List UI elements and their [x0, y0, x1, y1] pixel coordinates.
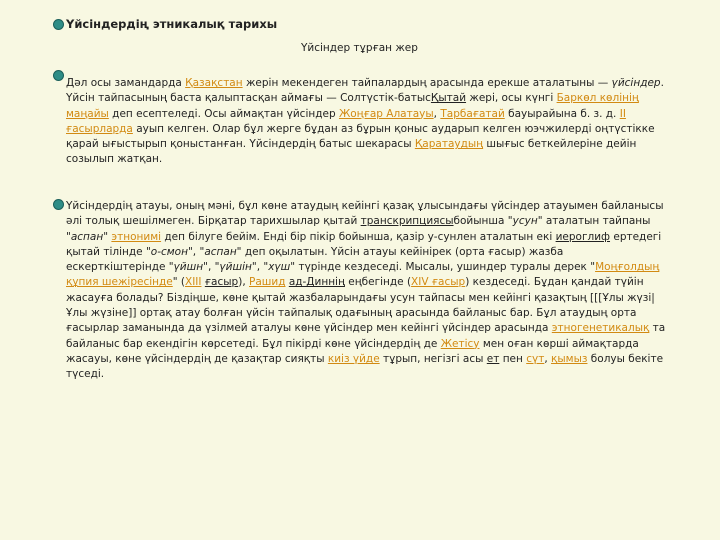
text-segment: ертедегі қытай тілінде	[66, 230, 662, 258]
text-segment: "үйшн"	[168, 261, 208, 274]
text-segment: ,	[256, 261, 264, 274]
text-link[interactable]: қымыз	[551, 352, 588, 365]
text-link[interactable]: XIII	[185, 276, 202, 289]
bullet-icon	[53, 70, 64, 81]
text-segment: пен	[499, 352, 527, 365]
text-segment: Дәл осы замандарда	[66, 77, 186, 89]
text-link[interactable]: Моңғолдың құпия шежіресінде	[66, 261, 660, 289]
slide-subtitle: Үйсіндер тұрған жер	[301, 42, 418, 54]
bullet-icon	[53, 19, 64, 30]
text-segment: деп есептеледі. Осы аймақтан үйсіндер	[108, 107, 339, 120]
text-link[interactable]: Тарбағатай	[440, 107, 505, 120]
text-segment: "үйшін"	[214, 261, 257, 274]
text-link[interactable]: сүт	[526, 352, 545, 365]
text-segment: шығыс беткейлеріне дейін созылып жатқан.	[66, 138, 637, 166]
text-segment: мен оған көрші аймақтарда жасауы, көне үйсіндердің де қазақтар сияқты	[66, 337, 639, 365]
text-segment: "хүш"	[263, 261, 296, 274]
text-link[interactable]: этнонимі	[111, 230, 162, 243]
text-segment: ғасыр	[204, 276, 239, 289]
text-segment: ) кездеседі. Бұдан қандай түйін жасауға болады? Біздіңше, көне қытай жазбаларындағы усун тайпасы мен кейінгі қазақтың [[[Ұлы жүзі|Ұлы жүзіне]] ортақ атау болған үйсін тайпалық одағының арасында байланыс бар. Бұл атаудың орта ғасырлар заманында да үзілмей аталуы көне үйсіндер мен кейінгі үйсіндер арасында	[66, 276, 655, 335]
text-link[interactable]: киіз үйде	[327, 352, 380, 365]
text-segment: үйсіндер	[611, 77, 661, 89]
text-segment: деп білуге бейім. Енді бір пікір бойынша, қазір у-сунлен аталатын екі	[161, 230, 556, 243]
text-segment: Үйсіндердің атауы, оның мәні, бұл көне атаудың кейінгі қазақ ұлысындағы үйсіндер атауымен байланысы әлі толық шешілмеген. Бірқатар тарихшылар қытай	[66, 200, 664, 228]
bullet-icon	[53, 199, 64, 210]
text-segment: ,	[544, 352, 552, 365]
text-segment: "аспан"	[66, 230, 109, 243]
text-segment: болуы бекіте түседі.	[66, 352, 664, 381]
text-segment: жерін мекендеген тайпалардың арасында ерекше аталатыны —	[242, 77, 612, 89]
text-segment: "о-смон"	[145, 245, 193, 258]
text-segment: ,	[192, 245, 200, 258]
text-link[interactable]: Қаратаудың	[414, 138, 484, 151]
slide-title: Үйсіндердің этникалық тарихы	[66, 17, 278, 31]
text-segment: аталатын тайпаны	[542, 215, 651, 228]
text-segment: ад-Диннің	[288, 276, 345, 289]
text-segment: . Үйсін тайпасының баста қалыптасқан аймағы — Солтүстік-батыс	[66, 77, 664, 105]
paragraph-1	[66, 76, 666, 168]
text-segment: Қытай	[430, 92, 467, 105]
text-link[interactable]: этногенетикалық	[551, 322, 650, 335]
text-segment: ),	[238, 276, 249, 289]
text-link[interactable]: Баркөл көлінің маңайы	[66, 92, 639, 120]
text-link[interactable]: Рашид	[249, 276, 286, 289]
text-segment: " (	[172, 276, 186, 289]
text-segment: бауырайына б. з. д.	[504, 107, 620, 120]
text-segment: ет	[486, 352, 500, 365]
text-segment: еңбегінде (	[344, 276, 412, 289]
text-link[interactable]: II ғасырларда	[66, 107, 626, 135]
text-segment: деп оқылатын. Үйсін атауы кейінірек (орта ғасыр) жазба ескерткіштерінде	[66, 245, 564, 274]
text-segment: "аспан"	[199, 245, 242, 258]
paragraph-2	[66, 199, 666, 383]
text-segment: ,	[433, 107, 441, 120]
text-link[interactable]: Жоңғар Алатауы	[338, 107, 434, 120]
text-link[interactable]: XIV ғасыр	[411, 276, 466, 289]
text-segment: "усун"	[507, 215, 543, 228]
text-segment: ауып келген. Олар бұл жерге бұдан аз бұрын қоныс аударып келген юэчжилерді оңтүстікке қарай ығыстырып қоныстанған. Үйсіндердің батыс шекарасы	[66, 122, 655, 151]
text-segment: транскрипциясы	[360, 215, 454, 228]
text-segment: ,	[207, 261, 215, 274]
text-link[interactable]: Қазақстан	[185, 77, 243, 89]
text-segment: бойынша	[453, 215, 508, 228]
text-segment: та байланыс бар екендігін көрсетеді. Бұл пікірді көне үйсіндердің де	[66, 322, 666, 350]
text-segment: жері, осы күнгі	[466, 92, 557, 105]
text-link[interactable]: Жетісу	[440, 337, 480, 350]
text-segment: тұрып, негізгі асы	[379, 352, 487, 365]
text-segment: иероглиф	[555, 230, 611, 243]
text-segment: түрінде кездеседі. Мысалы, ушиндер туралы дерек "	[295, 261, 596, 274]
